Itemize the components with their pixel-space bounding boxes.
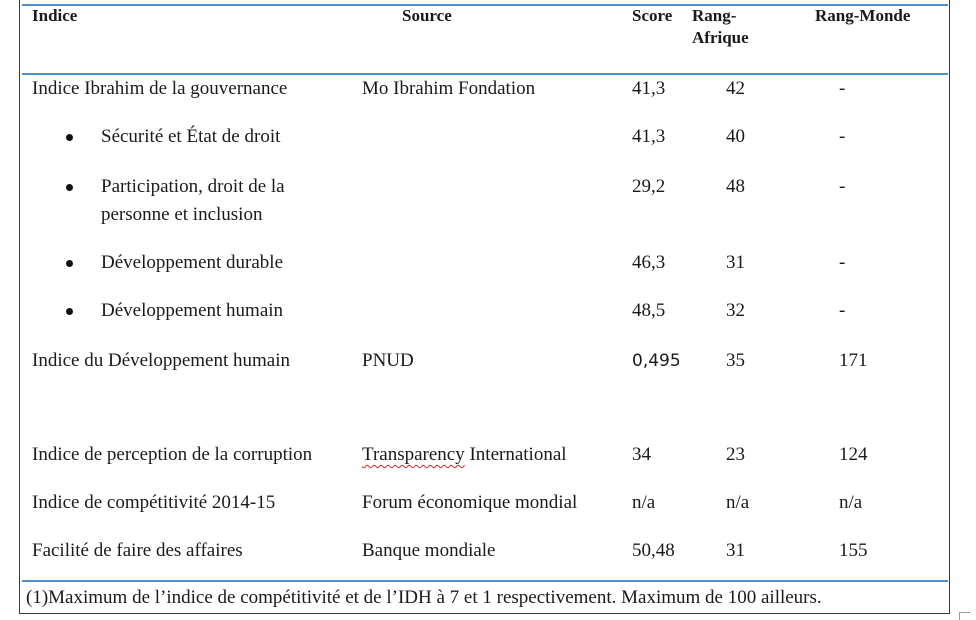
header-rang-afrique [692, 5, 749, 49]
cell-rang-monde: - [839, 252, 846, 273]
cell-rang-monde: n/a [839, 492, 863, 513]
cell-rang-monde: 124 [839, 444, 868, 465]
cell-source [362, 441, 567, 469]
spellcheck-word: Transparency [362, 444, 465, 465]
cell-indice: Indice de perception de la corruption [32, 444, 313, 465]
cell-rang-afrique: n/a [726, 492, 750, 513]
table-frame-left [19, 0, 20, 614]
cell-indice: Facilité de faire des affaires [32, 540, 243, 561]
header-score: Score [632, 6, 673, 25]
cell-source: PNUD [362, 350, 414, 371]
cell-source: Forum économique mondial [362, 492, 578, 513]
footnote: (1)Maximum de l’indice de compétitivité et de l’IDH à 7 et 1 respectivement. Maximum de 100 ailleurs. [26, 587, 822, 608]
bullet-icon [66, 184, 73, 191]
cell-rang-afrique: 40 [726, 126, 745, 147]
header-indice: Indice [32, 6, 78, 25]
cell-score: 29,2 [632, 176, 666, 197]
cell-rang-monde: - [839, 176, 846, 197]
table-frame-right [949, 0, 950, 614]
cell-score: n/a [632, 492, 656, 513]
cell-rang-monde: - [839, 78, 846, 99]
cell-score: 41,3 [632, 126, 666, 147]
cell-indice-line1: Participation, droit de la [101, 176, 285, 197]
cell-indice: Développement durable [101, 252, 284, 273]
cell-source: Banque mondiale [362, 540, 496, 561]
cell-rang-afrique: 31 [726, 252, 745, 273]
cell-rang-afrique: 23 [726, 444, 745, 465]
cell-rang-afrique: 35 [726, 350, 745, 371]
header-rang-monde: Rang-Monde [815, 6, 911, 25]
bullet-icon [66, 260, 73, 267]
cell-score: 34 [632, 444, 651, 465]
cell-rang-monde: - [839, 300, 846, 321]
page-corner-mark [959, 612, 970, 620]
cell-indice: Indice du Développement humain [32, 350, 291, 371]
cell-rang-monde: - [839, 126, 846, 147]
cell-indice-line2: personne et inclusion [101, 204, 263, 225]
cell-score: 48,5 [632, 300, 666, 321]
bullet-icon [66, 308, 73, 315]
cell-rang-monde: 155 [839, 540, 868, 561]
cell-rang-afrique: 48 [726, 176, 745, 197]
table-frame-bottom [19, 613, 950, 614]
cell-score: 50,48 [632, 540, 675, 561]
cell-rang-afrique: 42 [726, 78, 745, 99]
cell-rang-afrique: 32 [726, 300, 745, 321]
header-rang-afrique-line2: Afrique [692, 28, 749, 47]
top-rule [22, 4, 948, 6]
header-rang-afrique-line1: Rang- [692, 6, 737, 25]
cell-score: 46,3 [632, 252, 666, 273]
bullet-icon [66, 134, 73, 141]
cell-indice: Indice Ibrahim de la gouvernance [32, 78, 288, 99]
header-source: Source [402, 6, 452, 25]
cell-rang-monde: 171 [839, 350, 868, 371]
cell-score: 0,495 [632, 351, 681, 371]
cell-indice: Sécurité et État de droit [101, 126, 281, 147]
cell-indice: Indice de compétitivité 2014-15 [32, 492, 276, 513]
cell-rang-afrique: 31 [726, 540, 745, 561]
cell-source: Mo Ibrahim Fondation [362, 78, 536, 99]
cell-indice: Développement humain [101, 300, 284, 321]
footer-rule [22, 580, 948, 582]
cell-score: 41,3 [632, 78, 666, 99]
source-rest: International [464, 444, 567, 465]
